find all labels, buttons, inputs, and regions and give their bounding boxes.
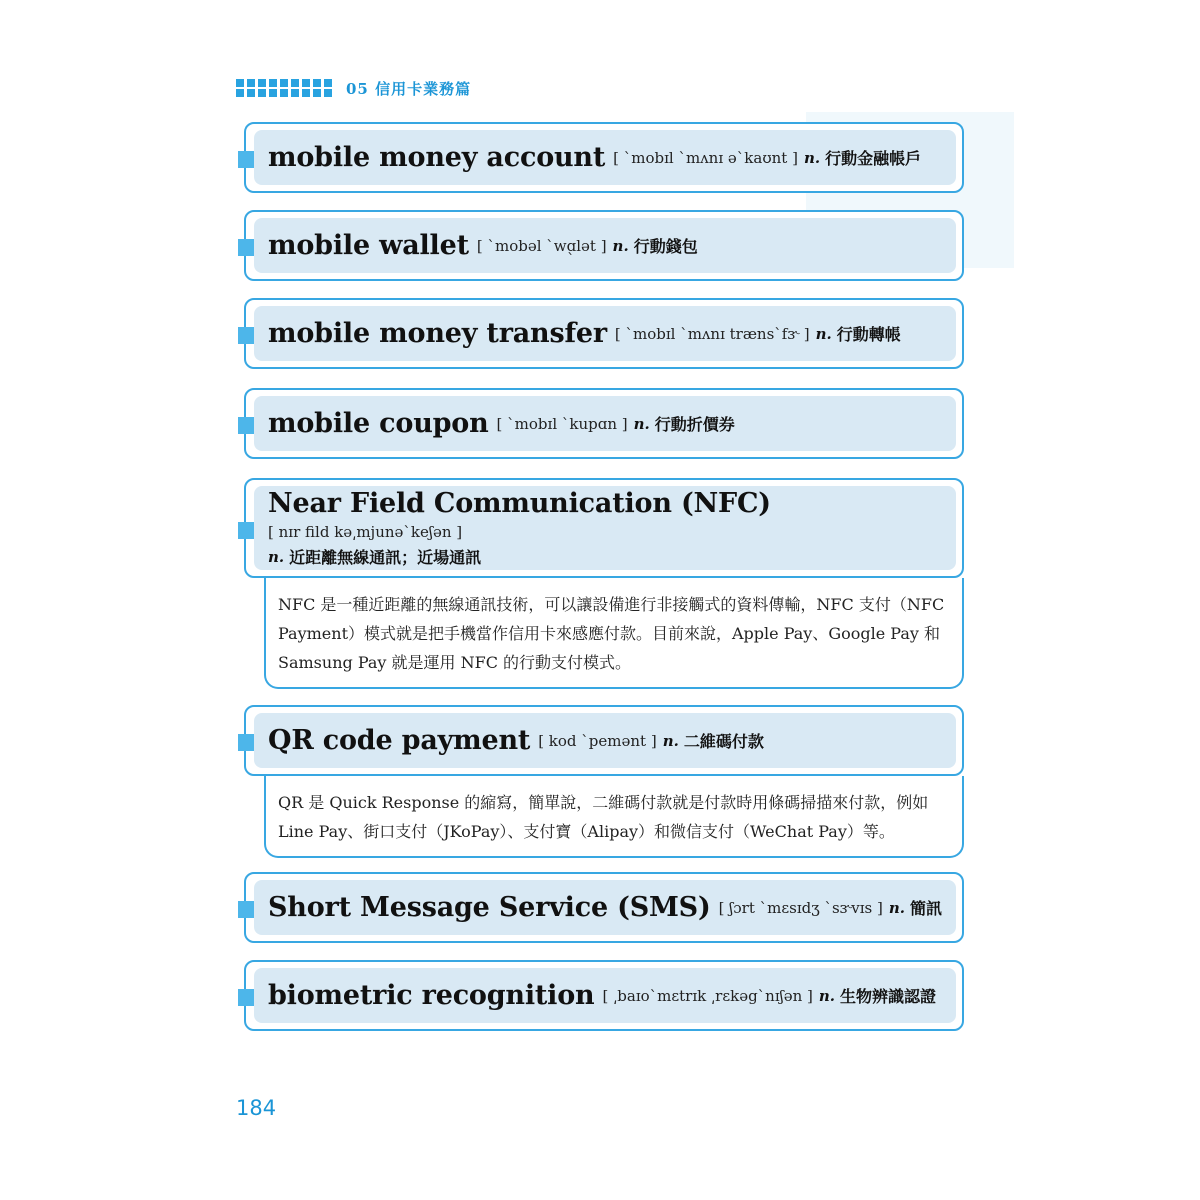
bullet-marker-icon [238,522,254,539]
translation: 簡訊 [909,899,942,918]
vocab-entry [244,388,964,459]
chapter-grid-icon [236,79,332,97]
translation: 行動金融帳戶 [825,149,922,168]
vocab-entry [244,960,964,1031]
page-number: 184 [236,1096,277,1120]
bullet-marker-icon [238,327,254,344]
term: QR code payment [268,725,531,756]
translation: 行動折價券 [654,415,735,434]
translation: 行動轉帳 [836,325,901,344]
term: mobile money account [268,142,606,173]
bullet-marker-icon [238,989,254,1006]
term: mobile coupon [268,408,489,439]
term-box [244,298,964,369]
part-of-speech: n. [268,547,285,566]
pronunciation: [ `mobɪl `mʌnɪ ə`kaʊnt ] [613,148,798,167]
vocab-entry [244,872,964,943]
part-of-speech: n. [818,986,836,1005]
part-of-speech: n. [803,148,821,167]
term: Short Message Service (SMS) [268,892,711,923]
pronunciation: [ nɪr fild kə͵mjunə`keʃən ] [268,523,463,541]
pronunciation: [ ʃɔrt `mɛsɪdʒ `sɝvɪs ] [718,898,883,917]
translation: 近距離無線通訊；近場通訊 [289,548,482,567]
pronunciation: [ `mobɪl `mʌnɪ træns`fɝ ] [614,324,810,343]
term: biometric recognition [268,980,595,1011]
pronunciation: [ ͵baɪo`mɛtrɪk ͵rɛkəg`nɪʃən ] [602,986,813,1005]
term-box [244,872,964,943]
term: Near Field Communication (NFC) [268,488,771,519]
term: mobile money transfer [268,318,607,349]
vocab-entry [244,478,964,689]
term-box [244,388,964,459]
bullet-marker-icon [238,239,254,256]
term-box [244,705,964,776]
translation: 二維碼付款 [683,732,764,751]
chapter-header [236,78,471,98]
vocab-entry [244,705,964,858]
description-box [264,578,964,689]
vocab-entry [244,210,964,281]
bullet-marker-icon [238,734,254,751]
term: mobile wallet [268,230,469,261]
bullet-marker-icon [238,417,254,434]
term-box [244,122,964,193]
vocab-entry [244,298,964,369]
pronunciation: [ `mobəl `wɑ̖lət ] [476,236,607,255]
description-box [264,776,964,858]
term-box [244,478,964,578]
term-box [244,210,964,281]
vocab-entry [244,122,964,193]
description-text: NFC 是一種近距離的無線通訊技術，可以讓設備進行非接觸式的資料傳輸，NFC 支付（NFC Payment）模式就是把手機當作信用卡來感應付款。目前來說，Apple Pay、Google Pay 和 Samsung Pay 就是運用 NFC 的行動支付模式。 [278,595,945,672]
pronunciation: [ `mobɪl `kupɑn ] [496,414,628,433]
part-of-speech: n. [612,236,629,255]
part-of-speech: n. [815,324,832,343]
term-box [244,960,964,1031]
part-of-speech: n. [888,898,905,917]
translation: 生物辨識認證 [840,987,937,1006]
bullet-marker-icon [238,901,254,918]
pronunciation: [ kod `pemənt ] [538,731,657,750]
description-text: QR 是 Quick Response 的縮寫，簡單說，二維碼付款就是付款時用條碼掃描來付款，例如Line Pay、街口支付（JKoPay）、支付寶（Alipay）和微信支付（WeChat Pay）等。 [278,793,929,841]
chapter-title: 05 信用卡業務篇 [346,79,472,98]
part-of-speech: n. [633,414,650,433]
translation: 行動錢包 [633,237,698,256]
bullet-marker-icon [238,151,254,168]
part-of-speech: n. [662,731,679,750]
